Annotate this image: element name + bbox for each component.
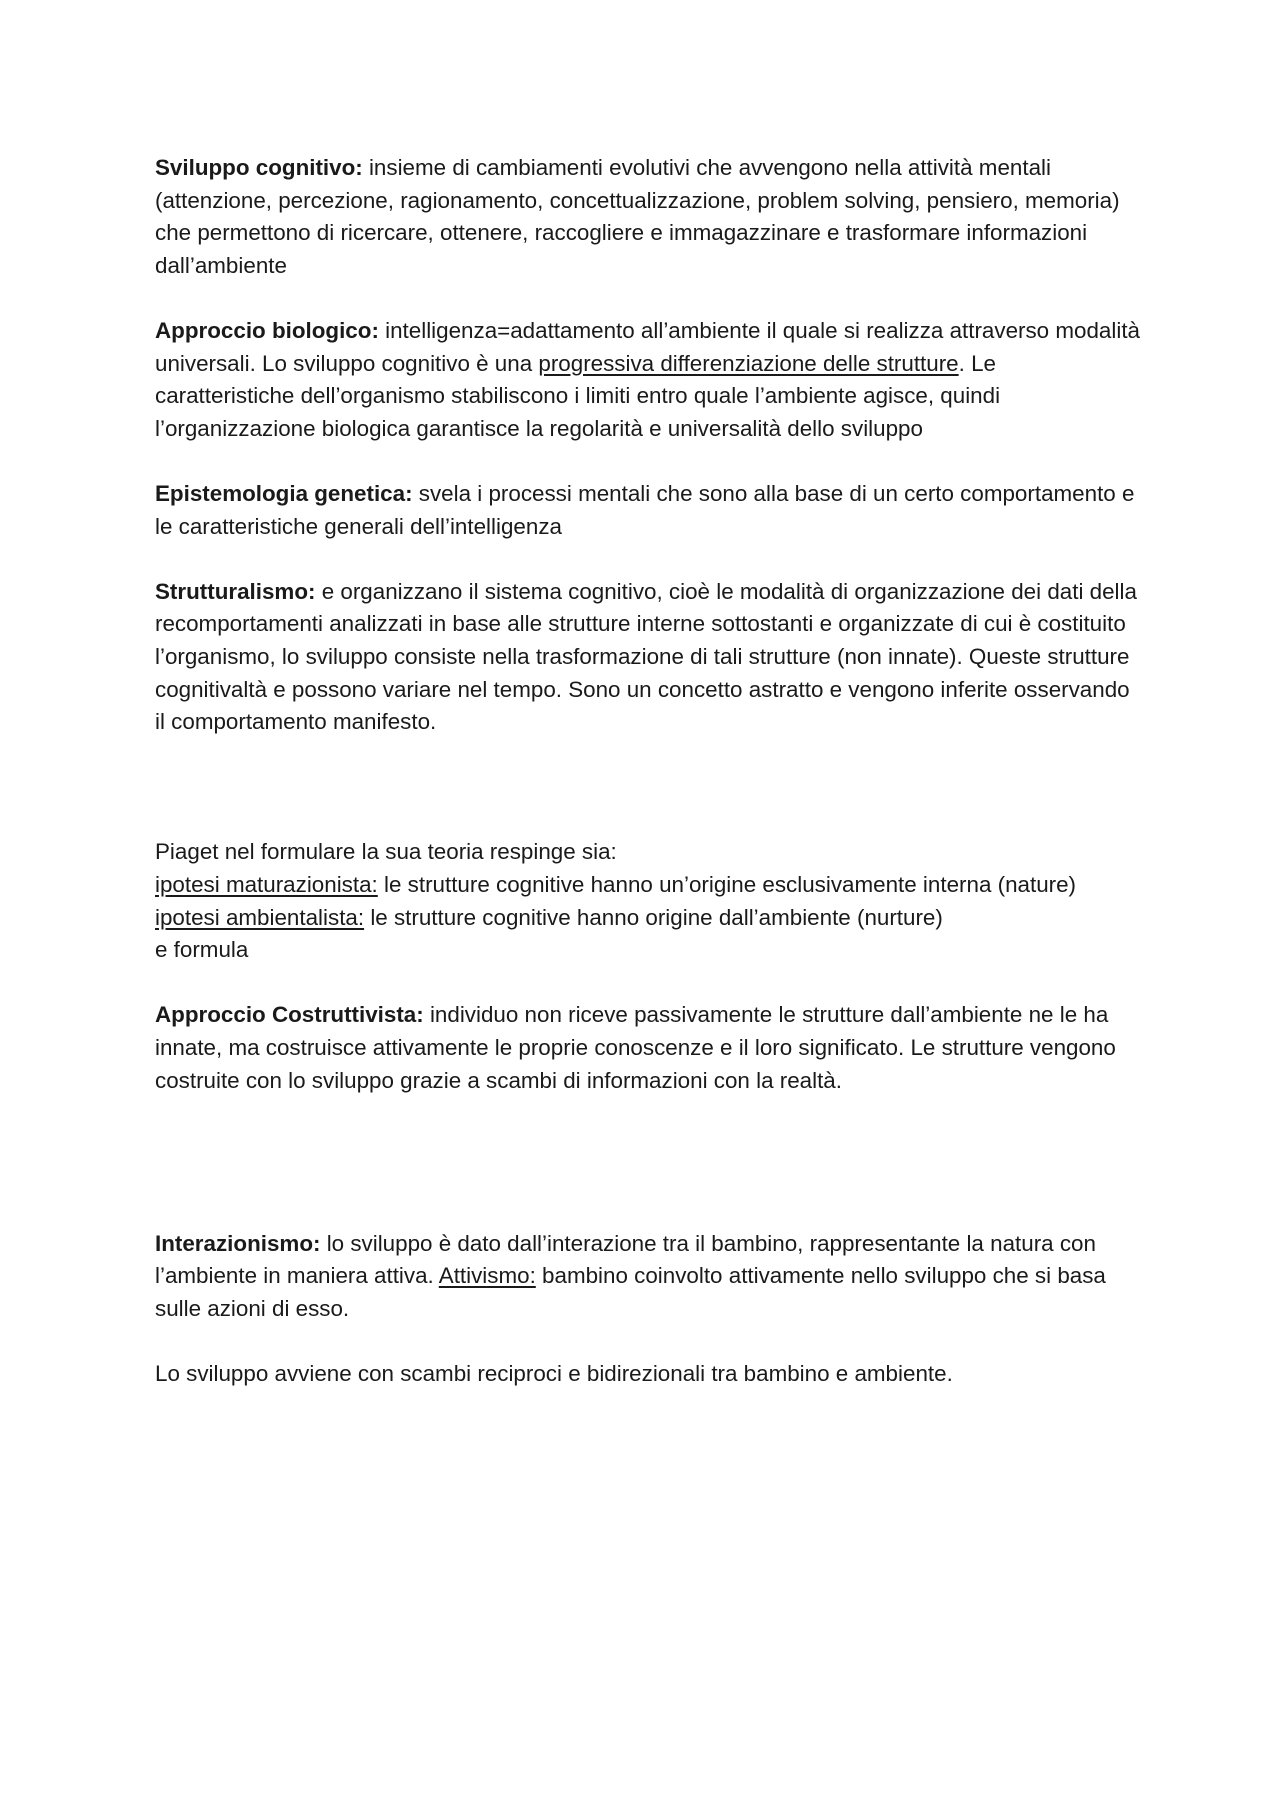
- paragraph-piaget-intro: Piaget nel formulare la sua teoria respinge sia:: [155, 839, 617, 865]
- term-epistemologia-genetica: Epistemologia genetica:: [155, 480, 413, 506]
- spacer: [155, 445, 1140, 478]
- definition-attivismo: bambino coinvolto attivamente nello sviluppo che si basa sulle azioni di esso.: [155, 1263, 1106, 1321]
- spacer: [155, 967, 1140, 1000]
- spacer: [155, 543, 1140, 576]
- paragraph-ipotesi-ambientalista: [155, 902, 1140, 935]
- paragraph-sviluppo-cognitivo: [155, 152, 1140, 282]
- definition-sviluppo-cognitivo: insieme di cambiamenti evolutivi che avvengono nella attività mentali (attenzione, percezione, ragionamento, concettualizzazione, problem solving, pensiero, memoria) che permettono di ricercare, ottenere, raccogliere e immagazzinare e trasformare informazioni dall’ambiente: [155, 155, 1120, 278]
- definition-ipotesi-maturazionista: le strutture cognitive hanno un’origine esclusivamente interna (nature): [377, 872, 1077, 898]
- paragraph-approccio-biologico: [155, 315, 1140, 445]
- paragraph-strutturalismo: [155, 576, 1140, 739]
- spacer: [155, 1097, 1140, 1227]
- document-page: [155, 152, 1140, 1391]
- definition-epistemologia-genetica: svela i processi mentali che sono alla base di un certo comportamento e le caratteristiche generali dell’intelligenza: [155, 480, 1135, 539]
- definition-approccio-costruttivista: individuo non riceve passivamente le strutture dall’ambiente ne le ha innate, ma costruisce attivamente le proprie conoscenze e il loro significato. Le strutture vengono costruite con lo sviluppo grazie a scambi di informazioni con la realtà.: [155, 1002, 1116, 1093]
- paragraph-interazionismo: [155, 1228, 1140, 1326]
- spacer: [155, 282, 1140, 315]
- paragraph-epistemologia-genetica: [155, 478, 1140, 543]
- term-ipotesi-ambientalista: ipotesi ambientalista:: [155, 904, 365, 930]
- term-interazionismo: Interazionismo:: [155, 1230, 321, 1256]
- term-sviluppo-cognitivo: Sviluppo cognitivo:: [155, 155, 363, 180]
- definition-interazionismo-part1: lo sviluppo è dato dall’interazione tra il bambino, rappresentante la natura con l’ambiente in maniera attiva.: [155, 1230, 1096, 1289]
- spacer: [155, 739, 1140, 837]
- definition-ipotesi-ambientalista: le strutture cognitive hanno origine dall’ambiente (nurture): [364, 904, 943, 930]
- term-approccio-biologico: Approccio biologico:: [155, 317, 379, 343]
- paragraph-piaget-outro: e formula: [155, 937, 249, 963]
- term-approccio-costruttivista: Approccio Costruttivista:: [155, 1002, 424, 1028]
- paragraph-ipotesi-maturazionista: [155, 869, 1140, 902]
- definition-approccio-biologico-part1: intelligenza=adattamento all’ambiente il quale si realizza attraverso modalità universali. Lo sviluppo cognitivo è una: [155, 317, 1140, 376]
- term-ipotesi-maturazionista: ipotesi maturazionista:: [155, 872, 378, 898]
- term-strutturalismo: Strutturalismo:: [155, 578, 316, 604]
- spacer: [155, 1325, 1140, 1358]
- paragraph-conclusione: Lo sviluppo avviene con scambi reciproci e bidirezionali tra bambino e ambiente.: [155, 1361, 953, 1386]
- paragraph-approccio-costruttivista: [155, 999, 1140, 1097]
- underlined-progressiva-differenziazione: progressiva differenziazione delle strutture: [538, 350, 959, 376]
- definition-strutturalismo: e organizzano il sistema cognitivo, cioè le modalità di organizzazione dei dati della recomportamenti analizzati in base alle strutture interne sottostanti e organizzate di cui è costituito l’organismo, lo sviluppo consiste nella trasformazione di tali strutture (non innate). Queste strutture cognitivaltà e possono variare nel tempo. Sono un concetto astratto e vengono inferite osservando il comportamento manifesto.: [155, 578, 1137, 735]
- definition-approccio-biologico-part2: . Le caratteristiche dell’organismo stabiliscono i limiti entro quale l’ambiente agisce, quindi l’organizzazione biologica garantisce la regolarità e universalità dello sviluppo: [155, 350, 1001, 441]
- term-attivismo: Attivismo:: [438, 1263, 536, 1289]
